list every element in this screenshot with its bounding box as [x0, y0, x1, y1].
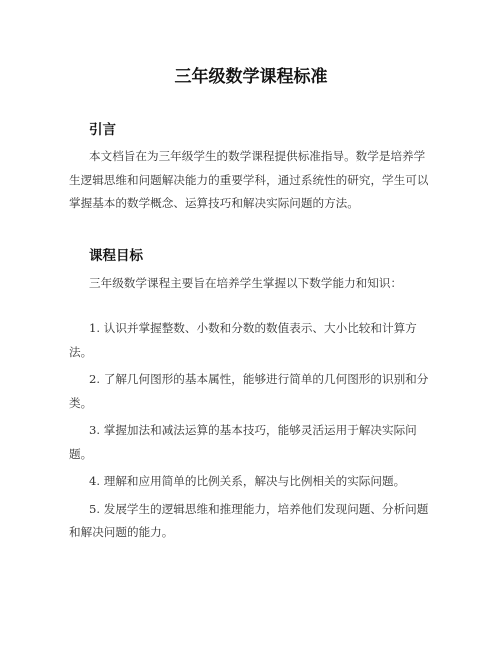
list-item: 3. 掌握加法和减法运算的基本技巧，能够灵活运用于解决实际问题。 [69, 423, 417, 461]
section-heading-introduction: 引言 [89, 122, 116, 138]
introduction-paragraph: 本文档旨在为三年级学生的数学课程提供标准指导。数学是培养学生逻辑思维和问题解决能力的重要学科，通过系统性的研究，学生可以掌握基本的数学概念、运算技巧和解决实际问题的方法。 [69, 149, 429, 210]
objectives-intro-paragraph: 三年级数学课程主要旨在培养学生掌握以下数学能力和知识： [89, 276, 403, 290]
list-item: 5. 发展学生的逻辑思维和推理能力，培养他们发现问题、分析问题和解决问题的能力。 [69, 501, 429, 539]
list-item: 1. 认识并掌握整数、小数和分数的数值表示、大小比较和计算方法。 [69, 321, 417, 359]
section-heading-objectives: 课程目标 [89, 248, 143, 264]
objectives-list [69, 317, 433, 549]
document-title: 三年级数学课程标准 [174, 67, 328, 87]
list-item: 4. 理解和应用简单的比例关系，解决与比例相关的实际问题。 [89, 474, 406, 488]
list-item: 2. 了解几何图形的基本属性，能够进行简单的几何图形的识别和分类。 [69, 372, 429, 410]
